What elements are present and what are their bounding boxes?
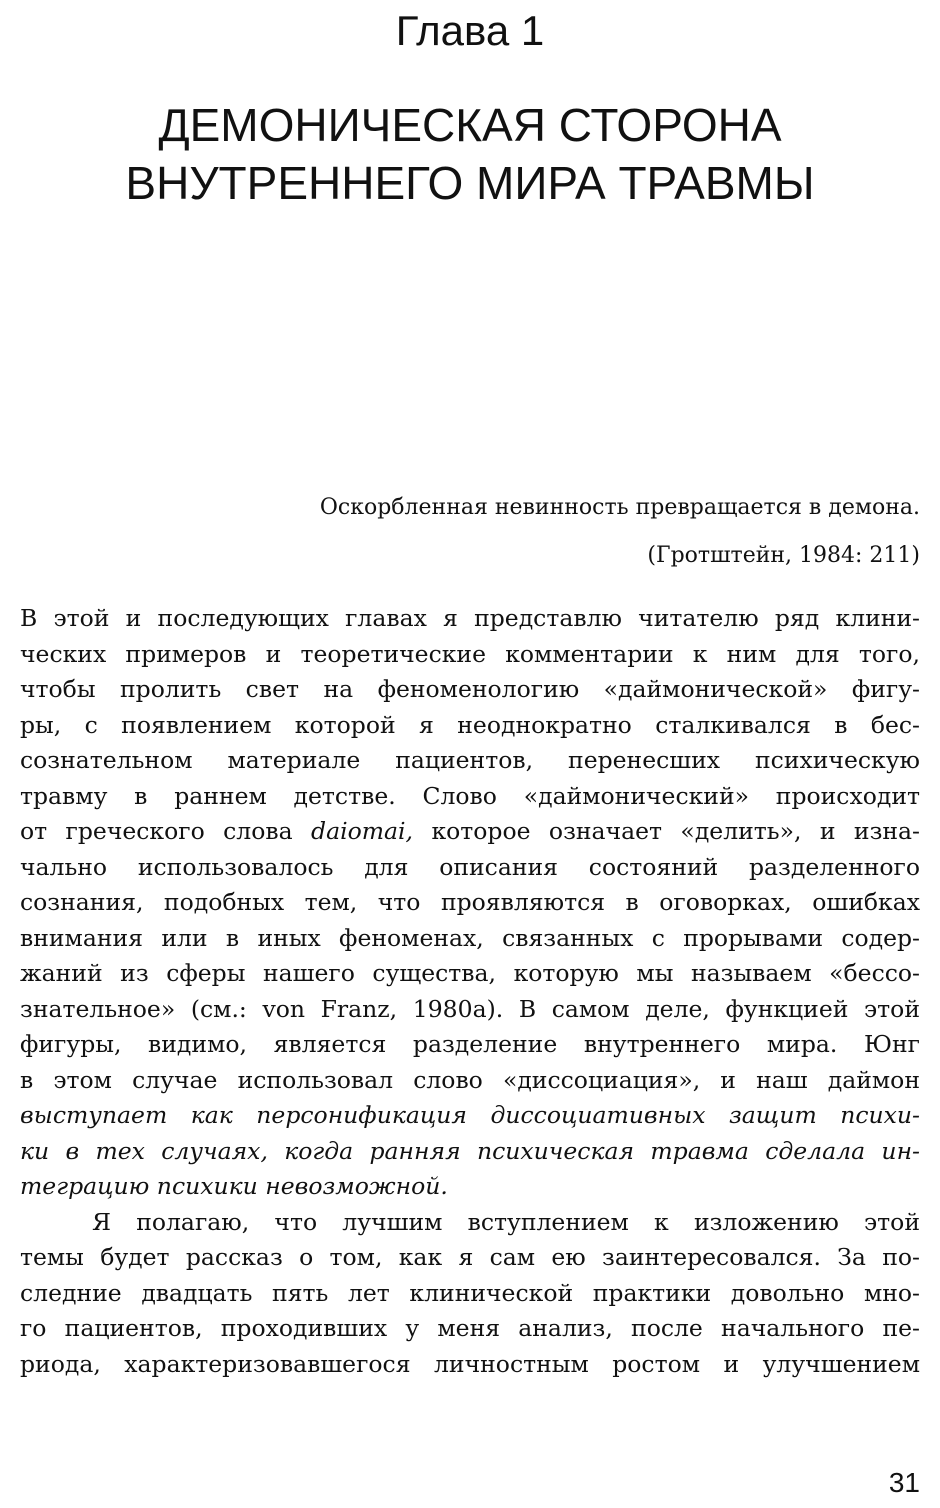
text-line xyxy=(20,814,920,850)
text-line: сознания, подобных тем, что проявляются в оговорках, ошибках xyxy=(20,888,920,916)
text-line: темы будет рассказ о том, как я сам ею заинтересовался. За по- xyxy=(20,1243,920,1271)
text-line: следние двадцать пять лет клинической практики довольно мно- xyxy=(20,1278,920,1307)
chapter-title xyxy=(0,96,940,212)
text-segment: от греческого слова xyxy=(20,817,312,845)
text-line: фигуры, видимо, является разделение внутреннего мира. Юнг xyxy=(20,1030,920,1058)
body-text xyxy=(20,601,920,1382)
italic-term: daiomai, xyxy=(311,817,414,845)
text-line: ры, с появлением которой я неоднократно сталкивался в бес- xyxy=(20,710,920,739)
text-line: В этой и последующих главах я представлю читателю ряд клини- xyxy=(20,604,920,632)
chapter-label: Глава 1 xyxy=(395,7,545,54)
text-line: го пациентов, проходивших у меня анализ, после начального пе- xyxy=(20,1314,920,1342)
text-line: сознательном материале пациентов, перенесших психическую xyxy=(20,746,920,774)
epigraph-citation: (Гротштейн, 1984: 211) xyxy=(647,543,920,568)
italic-line: ки в тех случаях, когда ранняя психическая травма сделала ин- xyxy=(20,1136,920,1165)
chapter-title-line: ДЕМОНИЧЕСКАЯ СТОРОНА xyxy=(158,99,782,151)
text-line: Я полагаю, что лучшим вступлением к изложению этой xyxy=(92,1207,920,1236)
text-line: знательное» (см.: von Franz, 1980a). В самом деле, функцией этой xyxy=(20,994,920,1023)
text-line: в этом случае использовал слово «диссоциация», и наш даймон xyxy=(20,1065,920,1094)
chapter-title-line: ВНУТРЕННЕГО МИРА ТРАВМЫ xyxy=(125,157,815,209)
epigraph-quote: Оскорбленная невинность превращается в демона. xyxy=(319,495,920,520)
text-line: внимания или в иных феноменах, связанных с прорывами содер- xyxy=(20,923,920,952)
text-line: чально использовалось для описания состояний разделенного xyxy=(20,852,920,881)
italic-line: выступает как персонификация диссоциативных защит психи- xyxy=(20,1101,920,1129)
text-line: жаний из сферы нашего существа, которую мы называем «бессо- xyxy=(20,959,920,987)
text-line: риода, характеризовавшегося личностным ростом и улучшением xyxy=(20,1349,920,1378)
page-number: 31 xyxy=(888,1467,920,1498)
text-line: чтобы пролить свет на феноменологию «даймонической» фигу- xyxy=(20,675,920,703)
text-line: ческих примеров и теоретические комментарии к ним для того, xyxy=(20,639,920,668)
text-line: травму в раннем детстве. Слово «даймонический» происходит xyxy=(20,781,920,810)
text-segment: которое означает «делить», и изна- xyxy=(413,817,920,845)
italic-line: теграцию психики невозможной. xyxy=(20,1172,448,1200)
